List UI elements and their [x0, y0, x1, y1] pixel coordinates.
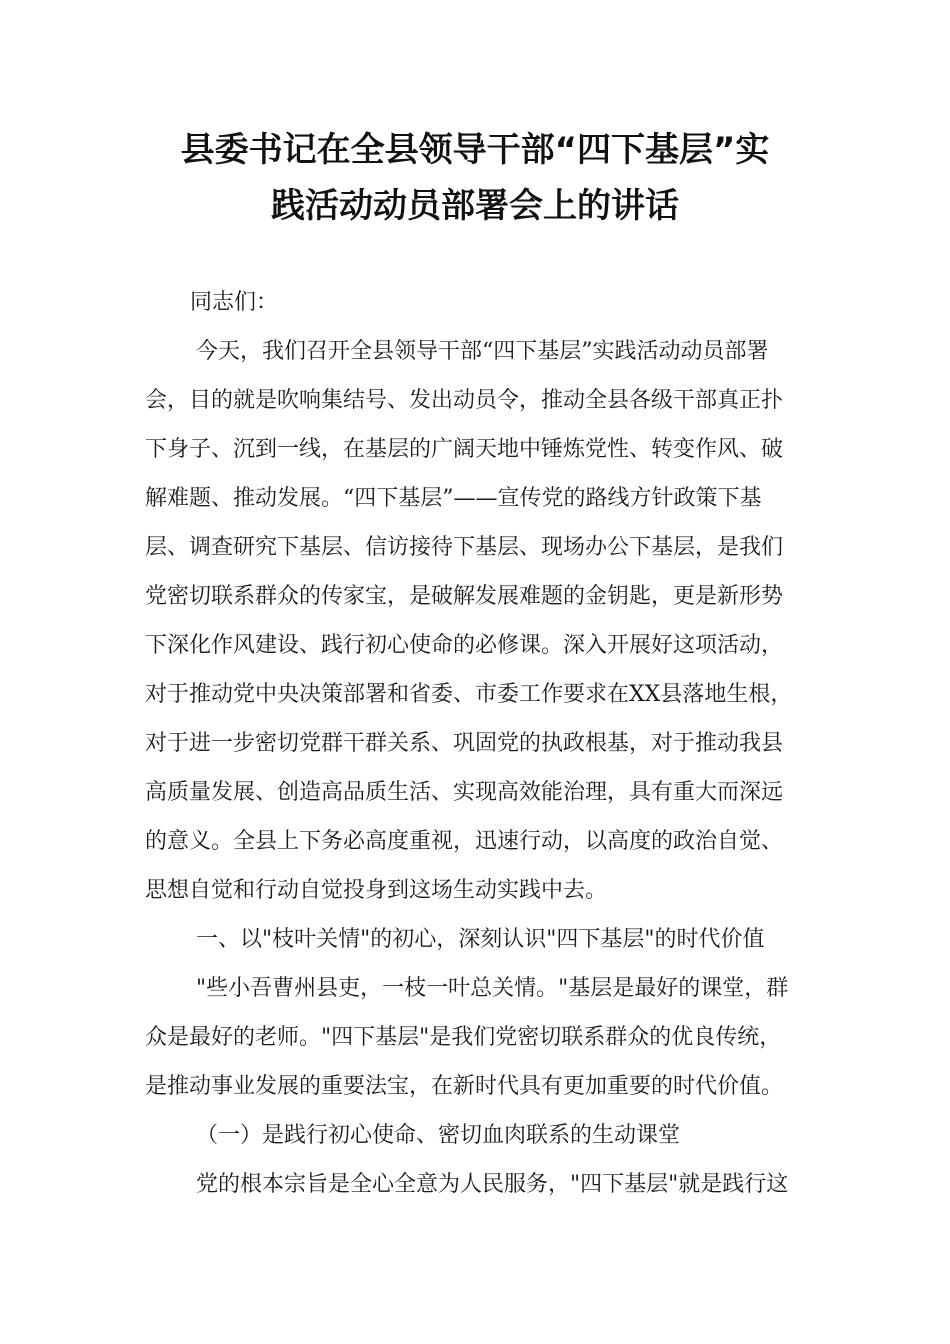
paragraph-line: 今天，我们召开全县领导干部“四下基层”实践活动动员部署	[196, 339, 769, 364]
paragraph-line: 众是最好的老师。"四下基层"是我们党密切联系群众的优良传统，	[145, 1025, 782, 1050]
title-line-2: 践活动动员部署会上的讲话	[271, 186, 679, 226]
section-heading: 一、以"枝叶关情"的初心，深刻认识"四下基层"的时代价值	[196, 927, 765, 952]
paragraph-line: 是推动事业发展的重要法宝，在新时代具有更加重要的时代价值。	[145, 1074, 784, 1099]
paragraph-line: 思想自觉和行动自觉投身到这场生动实践中去。	[145, 878, 608, 903]
paragraph-line: 对于推动党中央决策部署和省委、市委工作要求在XX县落地生根，	[145, 682, 793, 707]
paragraph-line: 下深化作风建设、践行初心使命的必修课。深入开展好这项活动，	[145, 633, 784, 658]
paragraph-line: 党密切联系群众的传家宝，是破解发展难题的金钥匙，更是新形势	[145, 584, 784, 609]
salutation: 同志们：	[190, 290, 279, 315]
paragraph-line: 下身子、沉到一线，在基层的广阔天地中锤炼党性、转变作风、破	[145, 437, 784, 462]
paragraph-line: 高质量发展、创造高品质生活、实现高效能治理，具有重大而深远	[145, 780, 784, 805]
paragraph-line: 解难题、推动发展。“四下基层”——宣传党的路线方针政策下基	[145, 486, 762, 511]
title-line-1: 县委书记在全县领导干部“四下基层”实	[180, 130, 770, 170]
paragraph-line: 的意义。全县上下务必高度重视，迅速行动，以高度的政治自觉、	[145, 829, 784, 854]
paragraph-line: 会，目的就是吹响集结号、发出动员令，推动全县各级干部真正扑	[145, 388, 784, 413]
subsection-heading: （一）是践行初心使命、密切血肉联系的生动课堂	[196, 1123, 681, 1148]
paragraph-line: 层、调查研究下基层、信访接待下基层、现场办公下基层，是我们	[145, 535, 784, 560]
paragraph-line: "些小吾曹州县吏，一枝一叶总关情。"基层是最好的课堂，群	[196, 976, 789, 1001]
paragraph-line: 对于进一步密切党群干群关系、巩固党的执政根基，对于推动我县	[145, 731, 784, 756]
paragraph-line: 党的根本宗旨是全心全意为人民服务，"四下基层"就是践行这	[196, 1172, 789, 1197]
document-title	[120, 122, 830, 234]
